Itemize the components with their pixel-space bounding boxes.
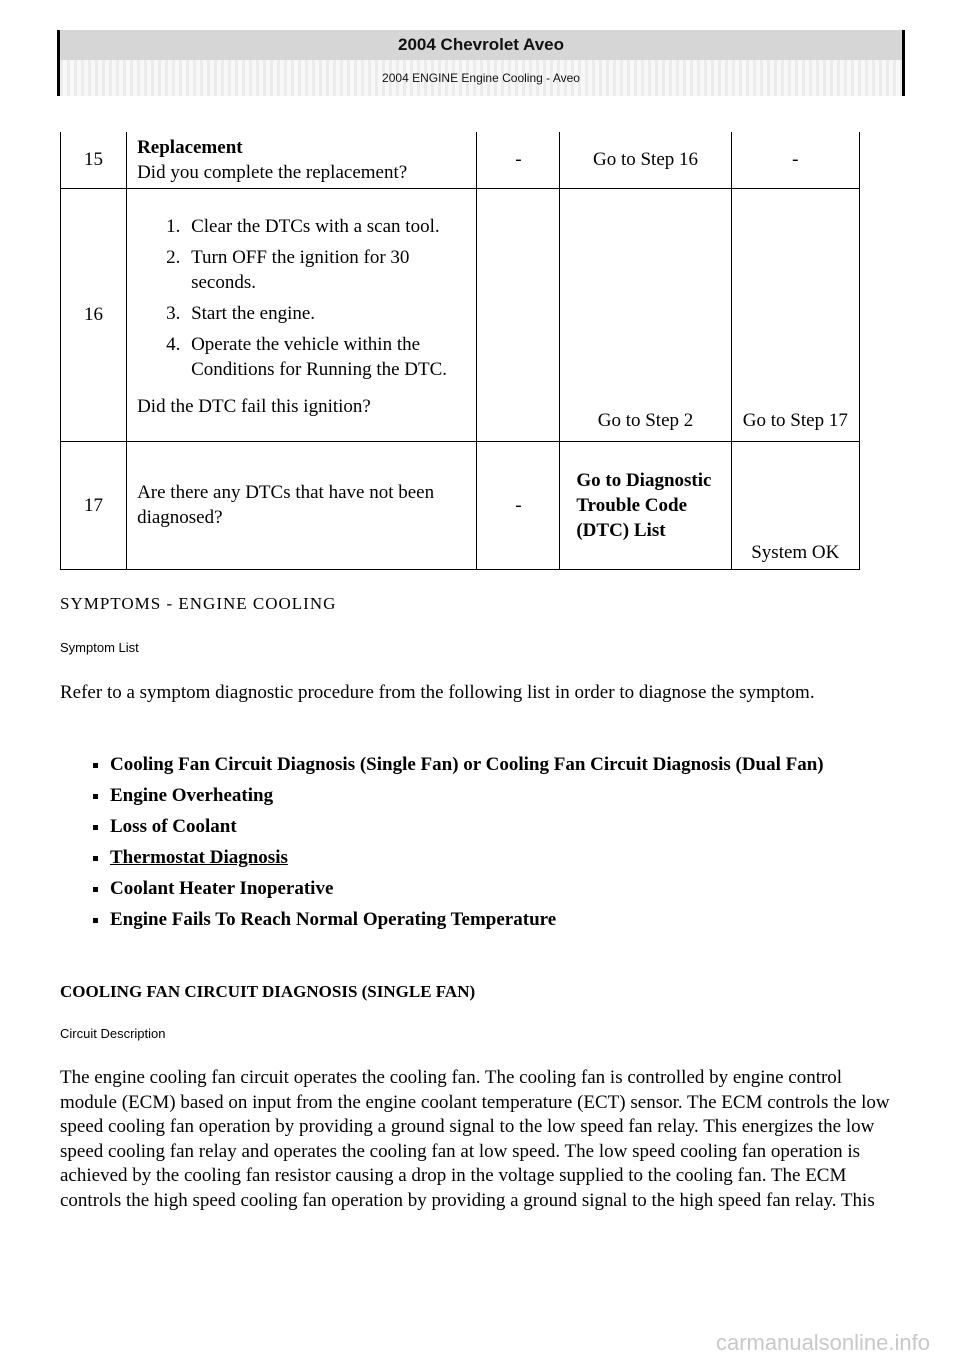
step-number: 16 [61, 188, 127, 441]
symptom-link-text[interactable]: Thermostat Diagnosis [110, 847, 288, 868]
step-yes-link[interactable]: Go to Diagnostic Trouble Code (DTC) List [560, 441, 731, 569]
header-title: 2004 Chevrolet Aveo [60, 30, 902, 60]
step-number: 17 [61, 441, 127, 569]
page-header [57, 30, 905, 96]
step-yes: Go to Step 2 [560, 188, 731, 441]
step-value [477, 188, 560, 441]
symptoms-subheading: Symptom List [60, 640, 139, 655]
fan-section-subheading: Circuit Description [60, 1026, 166, 1041]
action-item: 3. Start the engine. [185, 301, 466, 326]
header-subtitle: 2004 ENGINE Engine Cooling - Aveo [60, 60, 902, 96]
symptom-list [87, 752, 890, 938]
symptom-link[interactable]: ▪ Loss of Coolant [110, 814, 890, 839]
symptoms-intro: Refer to a symptom diagnostic procedure from the following list in order to diagnose the symptom. [60, 682, 815, 703]
action-question: Did you complete the replacement? [137, 161, 408, 183]
action-item: 2. Turn OFF the ignition for 30 seconds. [185, 245, 466, 295]
action-item: 4. Operate the vehicle within the Conditions for Running the DTC. [185, 332, 466, 382]
step-no: - [731, 132, 859, 188]
symptom-link[interactable]: ▪ Engine Fails To Reach Normal Operating Temperature [110, 907, 890, 932]
step-action [127, 188, 477, 441]
action-list [137, 214, 466, 382]
diagnostic-steps-table [60, 132, 860, 570]
symptom-link[interactable]: ▪ Cooling Fan Circuit Diagnosis (Single Fan) or Cooling Fan Circuit Diagnosis (Dual Fan) [110, 752, 890, 777]
step-no: Go to Step 17 [731, 188, 859, 441]
action-item: 1. Clear the DTCs with a scan tool. [185, 214, 466, 239]
step-value: - [477, 441, 560, 569]
action-question: Did the DTC fail this ignition? [137, 396, 371, 417]
fan-section-body: The engine cooling fan circuit operates the cooling fan. The cooling fan is controlled by engine control module (ECM) based on input from the engine coolant temperature (ECT) sensor. The ECM controls the low speed cooling fan operation by providing a ground signal to the low speed fan relay. This energizes the low speed cooling fan relay and operates the cooling fan at low speed. The low speed cooling fan operation is achieved by the cooling fan resistor causing a drop in the voltage supplied to the cooling fan. The ECM controls the high speed cooling fan operation by providing a ground signal to the high speed fan relay. This [60, 1067, 890, 1211]
table-row [61, 441, 860, 569]
step-no: System OK [731, 441, 859, 569]
symptoms-heading: SYMPTOMS - ENGINE COOLING [60, 594, 337, 613]
action-title: Replacement [137, 136, 243, 158]
table-row [61, 188, 860, 441]
step-number: 15 [61, 132, 127, 188]
step-action [127, 441, 477, 569]
action-question: Are there any DTCs that have not been diagnosed? [137, 482, 435, 528]
step-yes: Go to Step 16 [560, 132, 731, 188]
fan-section-heading: COOLING FAN CIRCUIT DIAGNOSIS (SINGLE FAN) [60, 982, 476, 1001]
symptom-link[interactable] [110, 845, 890, 870]
watermark: carmanualsonline.info [715, 1330, 930, 1355]
table-row [61, 132, 860, 188]
symptom-link[interactable]: ▪ Engine Overheating [110, 783, 890, 808]
step-action [127, 132, 477, 188]
symptom-link[interactable]: ▪ Coolant Heater Inoperative [110, 876, 890, 901]
step-value: - [477, 132, 560, 188]
